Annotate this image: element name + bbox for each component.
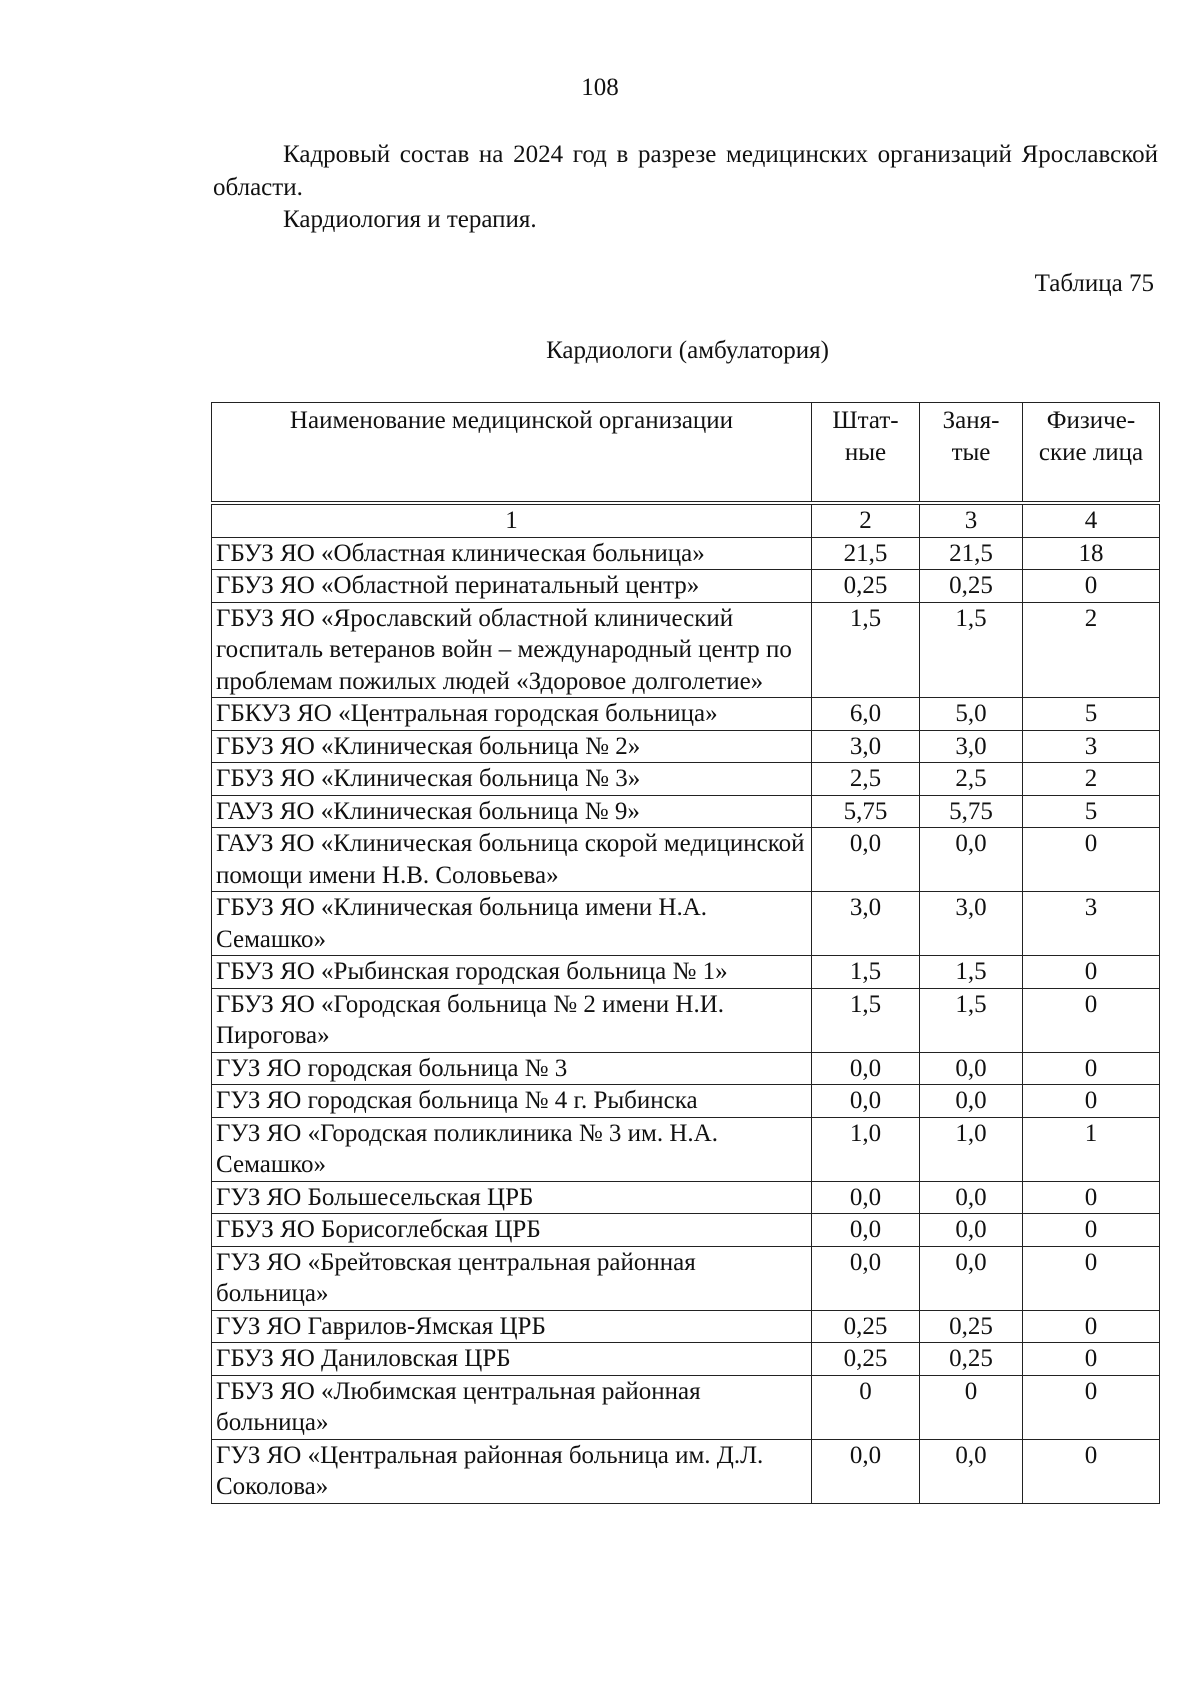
persons-cell: 0	[1023, 1214, 1160, 1247]
table-row	[212, 570, 1160, 603]
persons-cell: 0	[1023, 1052, 1160, 1085]
persons-cell: 0	[1023, 1310, 1160, 1343]
persons-cell: 5	[1023, 698, 1160, 731]
table-row	[212, 1246, 1160, 1310]
org-name-cell: ГУЗ ЯО Гаврилов-Ямская ЦРБ	[212, 1310, 812, 1343]
staff-cell: 0,0	[812, 1181, 920, 1214]
occupied-cell: 1,5	[920, 988, 1023, 1052]
occupied-cell: 1,5	[920, 602, 1023, 698]
table-row	[212, 730, 1160, 763]
staff-cell: 0,0	[812, 1246, 920, 1310]
org-name-cell: ГАУЗ ЯО «Клиническая больница скорой медицинской помощи имени Н.В. Соловьева»	[212, 828, 812, 892]
staff-cell: 0	[812, 1375, 920, 1439]
staff-cell: 21,5	[812, 537, 920, 570]
org-name-cell: ГУЗ ЯО Большесельская ЦРБ	[212, 1181, 812, 1214]
org-name-cell: ГБУЗ ЯО «Областной перинатальный центр»	[212, 570, 812, 603]
org-name-cell: ГАУЗ ЯО «Клиническая больница № 9»	[212, 795, 812, 828]
staff-cell: 0,0	[812, 1439, 920, 1503]
occupied-cell: 2,5	[920, 763, 1023, 796]
staff-cell: 0,25	[812, 1343, 920, 1376]
table-row	[212, 1439, 1160, 1503]
occupied-cell: 0	[920, 1375, 1023, 1439]
staff-cell: 1,5	[812, 956, 920, 989]
staff-table	[211, 402, 1160, 1504]
staff-cell: 1,5	[812, 602, 920, 698]
table-header	[212, 403, 1160, 538]
org-name-cell: ГБУЗ ЯО «Клиническая больница № 3»	[212, 763, 812, 796]
header-row	[212, 403, 1160, 504]
staff-cell: 0,25	[812, 570, 920, 603]
table-row	[212, 1085, 1160, 1118]
persons-cell: 3	[1023, 892, 1160, 956]
page-number: 108	[581, 74, 619, 101]
table-row	[212, 602, 1160, 698]
staff-cell: 0,25	[812, 1310, 920, 1343]
persons-cell: 5	[1023, 795, 1160, 828]
table-row	[212, 1343, 1160, 1376]
persons-cell: 3	[1023, 730, 1160, 763]
persons-cell: 0	[1023, 988, 1160, 1052]
org-name-cell: ГУЗ ЯО городская больница № 3	[212, 1052, 812, 1085]
persons-cell: 2	[1023, 763, 1160, 796]
persons-cell: 0	[1023, 1375, 1160, 1439]
occupied-cell: 21,5	[920, 537, 1023, 570]
table-row	[212, 763, 1160, 796]
org-name-cell: ГБУЗ ЯО «Любимская центральная районная больница»	[212, 1375, 812, 1439]
staff-cell: 0,0	[812, 1214, 920, 1247]
column-number: 2	[812, 503, 920, 537]
org-name-cell: ГБУЗ ЯО Даниловская ЦРБ	[212, 1343, 812, 1376]
occupied-cell: 0,0	[920, 1214, 1023, 1247]
org-name-cell: ГБУЗ ЯО «Клиническая больница № 2»	[212, 730, 812, 763]
column-number: 4	[1023, 503, 1160, 537]
table-row	[212, 1181, 1160, 1214]
persons-cell: 18	[1023, 537, 1160, 570]
header-organization: Наименование медицинской организации	[212, 403, 812, 504]
table-row	[212, 1214, 1160, 1247]
org-name-cell: ГУЗ ЯО «Городская поликлиника № 3 им. Н.А. Семашко»	[212, 1117, 812, 1181]
staff-cell: 2,5	[812, 763, 920, 796]
org-name-cell: ГБУЗ ЯО «Областная клиническая больница»	[212, 537, 812, 570]
table-row	[212, 828, 1160, 892]
staff-cell: 5,75	[812, 795, 920, 828]
persons-cell: 2	[1023, 602, 1160, 698]
staff-cell: 3,0	[812, 730, 920, 763]
header-persons: Физиче-ские лица	[1023, 403, 1160, 504]
header-occupied: Заня-тые	[920, 403, 1023, 504]
occupied-cell: 5,0	[920, 698, 1023, 731]
occupied-cell: 0,0	[920, 1085, 1023, 1118]
table-row	[212, 892, 1160, 956]
occupied-cell: 0,25	[920, 570, 1023, 603]
org-name-cell: ГБУЗ ЯО «Клиническая больница имени Н.А. Семашко»	[212, 892, 812, 956]
occupied-cell: 0,25	[920, 1343, 1023, 1376]
table-row	[212, 795, 1160, 828]
occupied-cell: 0,25	[920, 1310, 1023, 1343]
org-name-cell: ГБУЗ ЯО «Рыбинская городская больница № 1»	[212, 956, 812, 989]
staff-cell: 1,0	[812, 1117, 920, 1181]
table-row	[212, 537, 1160, 570]
staff-cell: 3,0	[812, 892, 920, 956]
section-subtitle: Кардиология и терапия.	[283, 206, 537, 233]
table-row	[212, 698, 1160, 731]
table-row	[212, 1375, 1160, 1439]
persons-cell: 0	[1023, 1439, 1160, 1503]
occupied-cell: 0,0	[920, 828, 1023, 892]
occupied-cell: 0,0	[920, 1181, 1023, 1214]
table-caption: Таблица 75	[1034, 270, 1154, 297]
staff-cell: 1,5	[812, 988, 920, 1052]
table-row	[212, 1310, 1160, 1343]
occupied-cell: 3,0	[920, 892, 1023, 956]
persons-cell: 0	[1023, 1343, 1160, 1376]
org-name-cell: ГУЗ ЯО городская больница № 4 г. Рыбинска	[212, 1085, 812, 1118]
persons-cell: 0	[1023, 570, 1160, 603]
staff-cell: 0,0	[812, 828, 920, 892]
staff-cell: 0,0	[812, 1052, 920, 1085]
org-name-cell: ГБУЗ ЯО Борисоглебская ЦРБ	[212, 1214, 812, 1247]
org-name-cell: ГБКУЗ ЯО «Центральная городская больница»	[212, 698, 812, 731]
occupied-cell: 3,0	[920, 730, 1023, 763]
org-name-cell: ГБУЗ ЯО «Городская больница № 2 имени Н.И. Пирогова»	[212, 988, 812, 1052]
column-number-row	[212, 503, 1160, 537]
occupied-cell: 0,0	[920, 1439, 1023, 1503]
persons-cell: 1	[1023, 1117, 1160, 1181]
occupied-cell: 0,0	[920, 1246, 1023, 1310]
org-name-cell: ГУЗ ЯО «Брейтовская центральная районная больница»	[212, 1246, 812, 1310]
header-staff: Штат-ные	[812, 403, 920, 504]
persons-cell: 0	[1023, 828, 1160, 892]
column-number: 3	[920, 503, 1023, 537]
table-row	[212, 956, 1160, 989]
occupied-cell: 1,5	[920, 956, 1023, 989]
table-row	[212, 1052, 1160, 1085]
table-body	[212, 537, 1160, 1503]
occupied-cell: 0,0	[920, 1052, 1023, 1085]
column-number: 1	[212, 503, 812, 537]
table-title: Кардиологи (амбулатория)	[546, 337, 829, 364]
persons-cell: 0	[1023, 1085, 1160, 1118]
table-row	[212, 988, 1160, 1052]
table-row	[212, 1117, 1160, 1181]
staff-cell: 0,0	[812, 1085, 920, 1118]
persons-cell: 0	[1023, 1246, 1160, 1310]
persons-cell: 0	[1023, 1181, 1160, 1214]
persons-cell: 0	[1023, 956, 1160, 989]
occupied-cell: 1,0	[920, 1117, 1023, 1181]
org-name-cell: ГБУЗ ЯО «Ярославский областной клинический госпиталь ветеранов войн – международный центр по проблемам пожилых людей «Здоровое долголетие»	[212, 602, 812, 698]
org-name-cell: ГУЗ ЯО «Центральная районная больница им. Д.Л. Соколова»	[212, 1439, 812, 1503]
intro-paragraph: Кадровый состав на 2024 год в разрезе медицинских организаций Ярославской области.	[213, 141, 1158, 201]
staff-cell: 6,0	[812, 698, 920, 731]
occupied-cell: 5,75	[920, 795, 1023, 828]
